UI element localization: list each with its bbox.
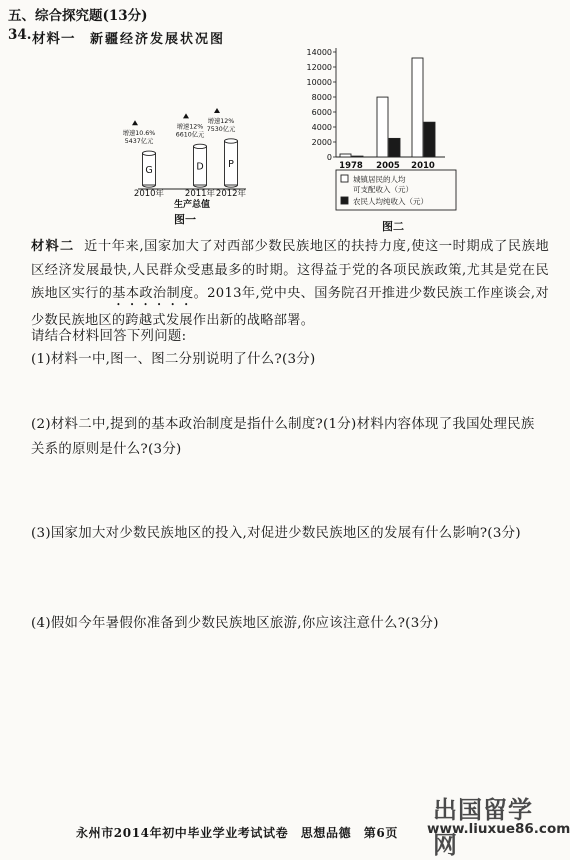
legend-label-urban-2: 可支配收入（元） [353, 185, 413, 194]
legend-swatch-urban [341, 175, 348, 182]
material2-label: 材料二 [31, 239, 75, 254]
question-2: (2)材料二中,提到的基本政治制度是指什么制度?(1分)材料内容体现了我国处理民族关系的原则是什么?(3分) [31, 417, 535, 457]
gdp-category-0: 2010年 [133, 189, 165, 199]
material2-paragraph [31, 235, 549, 333]
page-footer: 永州市2014年初中毕业学业考试试卷 思想品德 第6页 [76, 826, 398, 840]
instruction: 请结合材料回答下列问题: [31, 329, 187, 344]
legend-label-urban-1: 城镇居民的人均 [353, 175, 406, 184]
gdp-bar-letter-2: P [228, 159, 234, 170]
income-bar-2-0 [412, 58, 423, 157]
gdp-value-label-2: 7530亿元 [206, 126, 236, 133]
x-category-1: 2005 [376, 161, 400, 171]
y-tick-label-1: 2000 [311, 138, 332, 147]
y-tick-label-6: 12000 [306, 63, 332, 72]
gdp-bar-letter-0: G [145, 165, 153, 177]
gdp-value-label-1: 6610亿元 [175, 131, 205, 139]
material2-text-before: 近十年来,国家加大了对西部少数民族地区的扶持力度,使这一时期成了民族地区经济发展最快,人民群众受惠最多的时期。这得益于党的各项民族政策,尤其是党在民族地区实行的 [31, 239, 549, 301]
figure2-caption: 图二 [382, 220, 404, 233]
income-bar-2-1 [424, 122, 435, 157]
y-tick-label-2: 4000 [311, 123, 332, 132]
material2-emphasis: 基本政治制度 [112, 286, 194, 301]
y-tick-label-5: 10000 [306, 78, 332, 87]
question-4: (4)假如今年暑假你准备到少数民族地区旅游,你应该注意什么?(3分) [31, 616, 439, 631]
material1-label: 材料一 [32, 31, 76, 47]
site-watermark [425, 790, 570, 859]
y-tick-label-4: 8000 [311, 93, 332, 102]
gdp-chart [120, 110, 280, 225]
gdp-category-2: 2012年 [215, 189, 247, 199]
x-category-0: 1978 [339, 161, 363, 171]
gdp-xlabel: 生产总值 [173, 200, 211, 210]
growth-arrow-icon [183, 113, 189, 118]
gdp-category-1: 2011年 [184, 189, 216, 199]
income-chart [285, 40, 465, 232]
income-bar-0-1 [352, 156, 363, 157]
watermark-title: 出国留学网 [433, 796, 533, 859]
legend-label-rural: 农民人均纯收入（元） [353, 197, 428, 206]
legend-swatch-rural [341, 197, 348, 204]
material2-text-after: 。2013年,党中央、国务院召开推进少数民族工作座谈会,对少数民族地区的跨越式发展作出新的战略部署。 [31, 286, 549, 328]
figure1-caption: 图一 [174, 213, 196, 226]
gdp-bar-top-0 [143, 151, 156, 155]
growth-arrow-icon [214, 108, 220, 113]
x-category-2: 2010 [411, 161, 435, 171]
question-3: (3)国家加大对少数民族地区的投入,对促进少数民族地区的发展有什么影响?(3分) [31, 526, 521, 541]
income-bar-0-0 [340, 154, 351, 157]
gdp-bar-top-1 [194, 144, 207, 148]
gdp-growth-label-1: 增速12% [176, 123, 204, 131]
gdp-value-label-0: 5437亿元 [124, 138, 154, 146]
y-tick-label-0: 0 [326, 153, 332, 162]
watermark-url: www.liuxue86.com [427, 821, 570, 837]
gdp-bar-top-2 [225, 139, 238, 143]
gdp-bar-letter-1: D [196, 161, 204, 173]
y-tick-label-7: 14000 [306, 48, 332, 57]
y-tick-label-3: 6000 [311, 108, 332, 117]
income-bar-1-0 [377, 97, 388, 157]
material1-title: 新疆经济发展状况图 [90, 32, 226, 47]
income-bar-1-1 [389, 138, 400, 157]
gdp-growth-label-2: 增速12% [207, 118, 235, 125]
growth-arrow-icon [132, 120, 138, 125]
section-title: 五、综合探究题(13分) [8, 8, 148, 24]
figure1 [120, 110, 280, 225]
question-1: (1)材料一中,图一、图二分别说明了什么?(3分) [31, 352, 316, 367]
question-number: 34. [8, 27, 32, 43]
gdp-growth-label-0: 增速10.6% [122, 130, 156, 138]
figure2 [285, 40, 465, 232]
